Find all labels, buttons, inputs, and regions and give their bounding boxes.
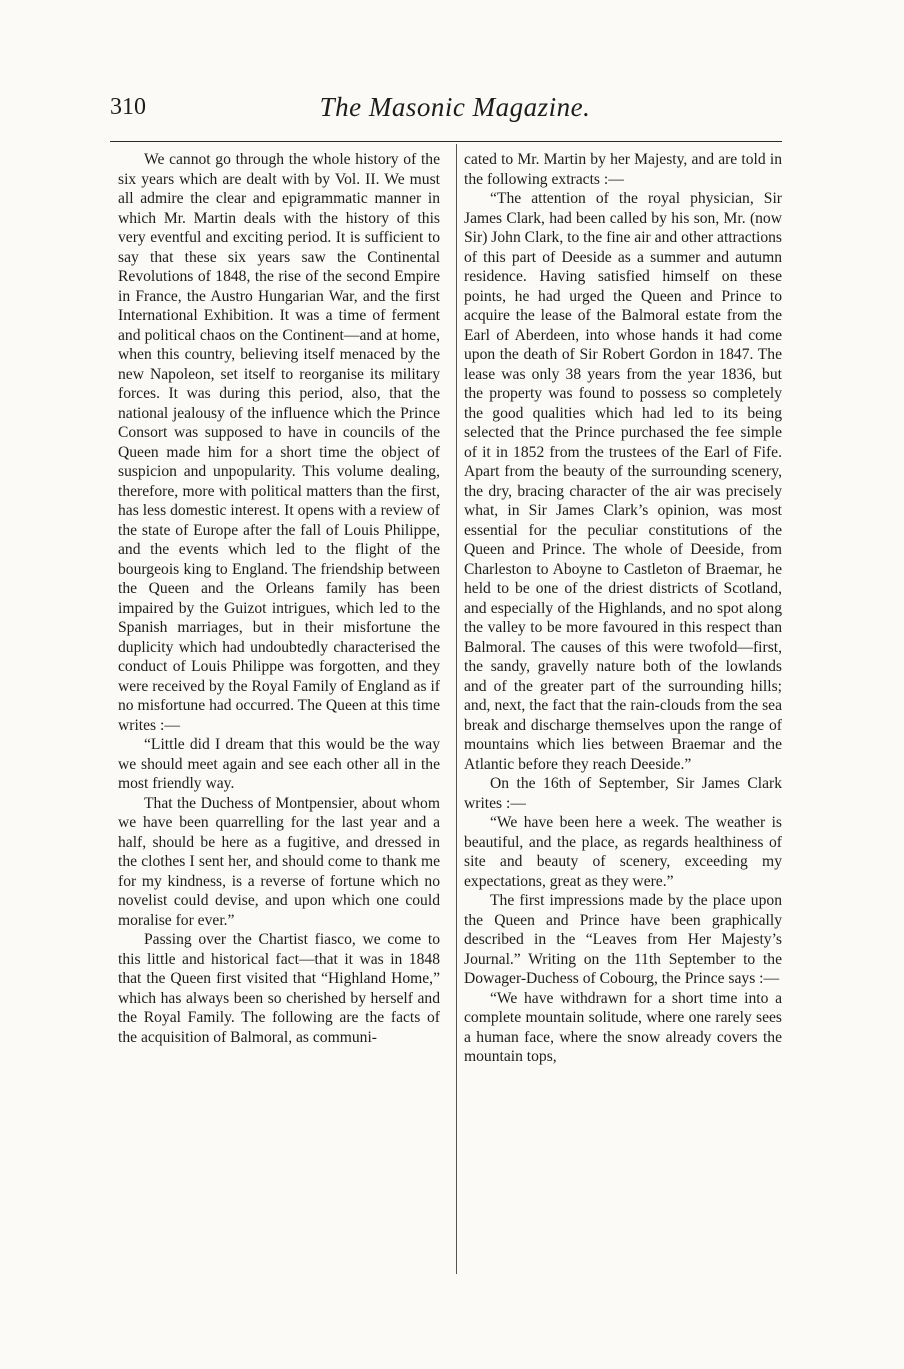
left-column xyxy=(118,150,440,1047)
quotation-paragraph: “We have withdrawn for a short time into a complete mountain solitude, where one rarely sees a human face, where the snow already covers the mountain tops, xyxy=(464,989,782,1065)
paragraph: That the Duchess of Montpensier, about whom we have been quarrelling for the last year and a half, should be here as a fugitive, and dressed in the clothes I sent her, and should come to thank me for my kindness, is a reverse of fortune which no novelist could devise, and upon which one could moralise for ever.” xyxy=(118,794,440,929)
paragraph: Passing over the Chartist fiasco, we come to this little and historical fact—that it was in 1848 that the Queen first visited that “Highland Home,” which has always been so cherished by herself and the Royal Family. The following are the facts of the acquisition of Balmoral, as communi- xyxy=(118,931,440,1046)
quotation-paragraph: “Little did I dream that this would be the way we should meet again and see each other all in the most friendly way. xyxy=(118,736,440,792)
header-rule xyxy=(110,141,782,142)
paragraph-continuation: cated to Mr. Martin by her Majesty, and are told in the following extracts :— xyxy=(464,151,782,188)
paragraph: The first impressions made by the place upon the Queen and Prince have been graphically described in the “Leaves from Her Majesty’s Journal.” Writing on the 11th September to the Dowager-Duchess of Cobourg, the Prince says :— xyxy=(464,892,782,987)
paragraph: We cannot go through the whole history of the six years which are dealt with by Vol. II. We must all admire the clear and epigrammatic manner in which Mr. Martin deals with the history of this very eventful and exciting period. It is sufficient to say that these six years saw the Continental Revolutions of 1848, the rise of the second Empire in France, the Austro Hungarian War, and the first International Exhibition. It was a time of ferment and political chaos on the Continent—and at home, when this country, believing itself menaced by the new Napoleon, set itself to reorganise its military forces. It was during this period, also, that the national jealousy of the influence which the Prince Consort was supposed to have in councils of the Queen made him for a short time the object of suspicion and unpopularity. This volume dealing, therefore, more with political matters than the first, has less domestic interest. It opens with a review of the state of Europe after the fall of Louis Philippe, and the events which led to the flight of the bourgeois king to England. The friendship between the Queen and the Orleans family has been impaired by the Guizot intrigues, which led to the Spanish marriages, but in their misfortune the duplicity which had undoubtedly characterised the conduct of Louis Philippe was forgotten, and they were received by the Royal Family of England as if no misfortune had occurred. The Queen at this time writes :— xyxy=(118,151,440,734)
right-column xyxy=(464,150,782,1067)
paragraph: On the 16th of September, Sir James Clark writes :— xyxy=(464,775,782,812)
running-title: The Masonic Magazine. xyxy=(319,92,591,122)
page-header xyxy=(110,92,800,132)
quotation-paragraph: “The attention of the royal physician, Sir James Clark, had been called by his son, Mr. (now Sir) John Clark, to the fine air and other attractions of this part of Deeside as a summer and autumn residence. Having satisfied himself on these points, he had urged the Queen and Prince to acquire the lease of the Balmoral estate from the Earl of Aberdeen, into whose hands it had come upon the death of Sir Robert Gordon in 1847. The lease was only 38 years from the year 1836, but the property was found to possess so completely the good qualities which had led to its being selected that the Prince purchased the fee simple of it in 1852 from the trustees of the Earl of Fife. Apart from the beauty of the surrounding scenery, the dry, bracing character of the air was precisely what, in Sir James Clark’s opinion, was most essential for the peculiar constitutions of the Queen and Prince. The whole of Deeside, from Charleston to Aboyne to Castleton of Braemar, he held to be one of the driest districts of Scotland, and especially of the Highlands, and no spot along the valley to be more favoured in this respect than Balmoral. The causes of this were twofold—first, the sandy, gravelly nature both of the lowlands and of the greater part of the surrounding hills; and, next, the fact that the rain-clouds from the sea break and discharge themselves upon the range of mountains which lies between Braemar and the Atlantic before they reach Deeside.” xyxy=(464,190,782,773)
quotation-paragraph: “We have been here a week. The weather is beautiful, and the place, as regards healthiness of site and beauty of scenery, exceeding my expectations, great as they were.” xyxy=(464,814,782,890)
page-number: 310 xyxy=(110,94,146,120)
column-divider xyxy=(456,144,457,1274)
